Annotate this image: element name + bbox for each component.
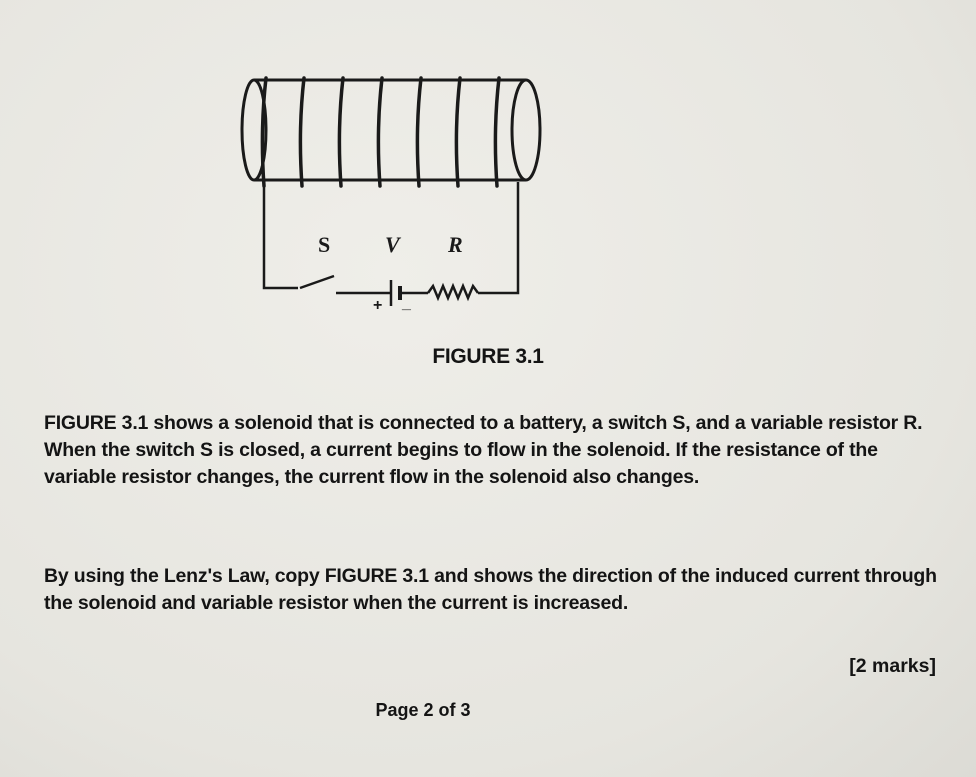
- circuit-svg: [230, 60, 560, 320]
- solenoid-circuit-diagram: [230, 60, 560, 320]
- coil-turn: [495, 78, 499, 186]
- question-task-paragraph: By using the Lenz's Law, copy FIGURE 3.1 and shows the direction of the induced current through the solenoid and variable resistor when the current is increased.: [44, 565, 937, 614]
- coil-turn: [378, 78, 382, 186]
- figure-caption: FIGURE 3.1: [432, 345, 544, 368]
- page-number: Page 2 of 3: [375, 700, 471, 720]
- coil-turn: [300, 78, 304, 186]
- battery-positive-sign: +: [373, 297, 383, 314]
- switch-s: [300, 276, 334, 288]
- marks-allocation: [2 marks]: [849, 655, 936, 677]
- coil-turn: [339, 78, 343, 186]
- battery-negative-sign: _: [402, 295, 411, 312]
- switch-label: S: [318, 232, 331, 257]
- coil-windings: [262, 78, 499, 186]
- coil-turn: [456, 78, 460, 186]
- resistor-label: R: [448, 232, 463, 257]
- left-wire: [264, 180, 298, 288]
- solenoid-right-end: [512, 80, 540, 180]
- question-context-paragraph: FIGURE 3.1 shows a solenoid that is connected to a battery, a switch S, and a variable resistor R. When the switch S is closed, a current begins to flow in the solenoid. If the resistance of the variable resistor changes, the current flow in the solenoid also changes.: [44, 412, 923, 488]
- variable-resistor-r: [428, 286, 478, 298]
- coil-turn: [417, 78, 421, 186]
- right-wire: [478, 182, 518, 293]
- voltage-label: V: [385, 232, 400, 257]
